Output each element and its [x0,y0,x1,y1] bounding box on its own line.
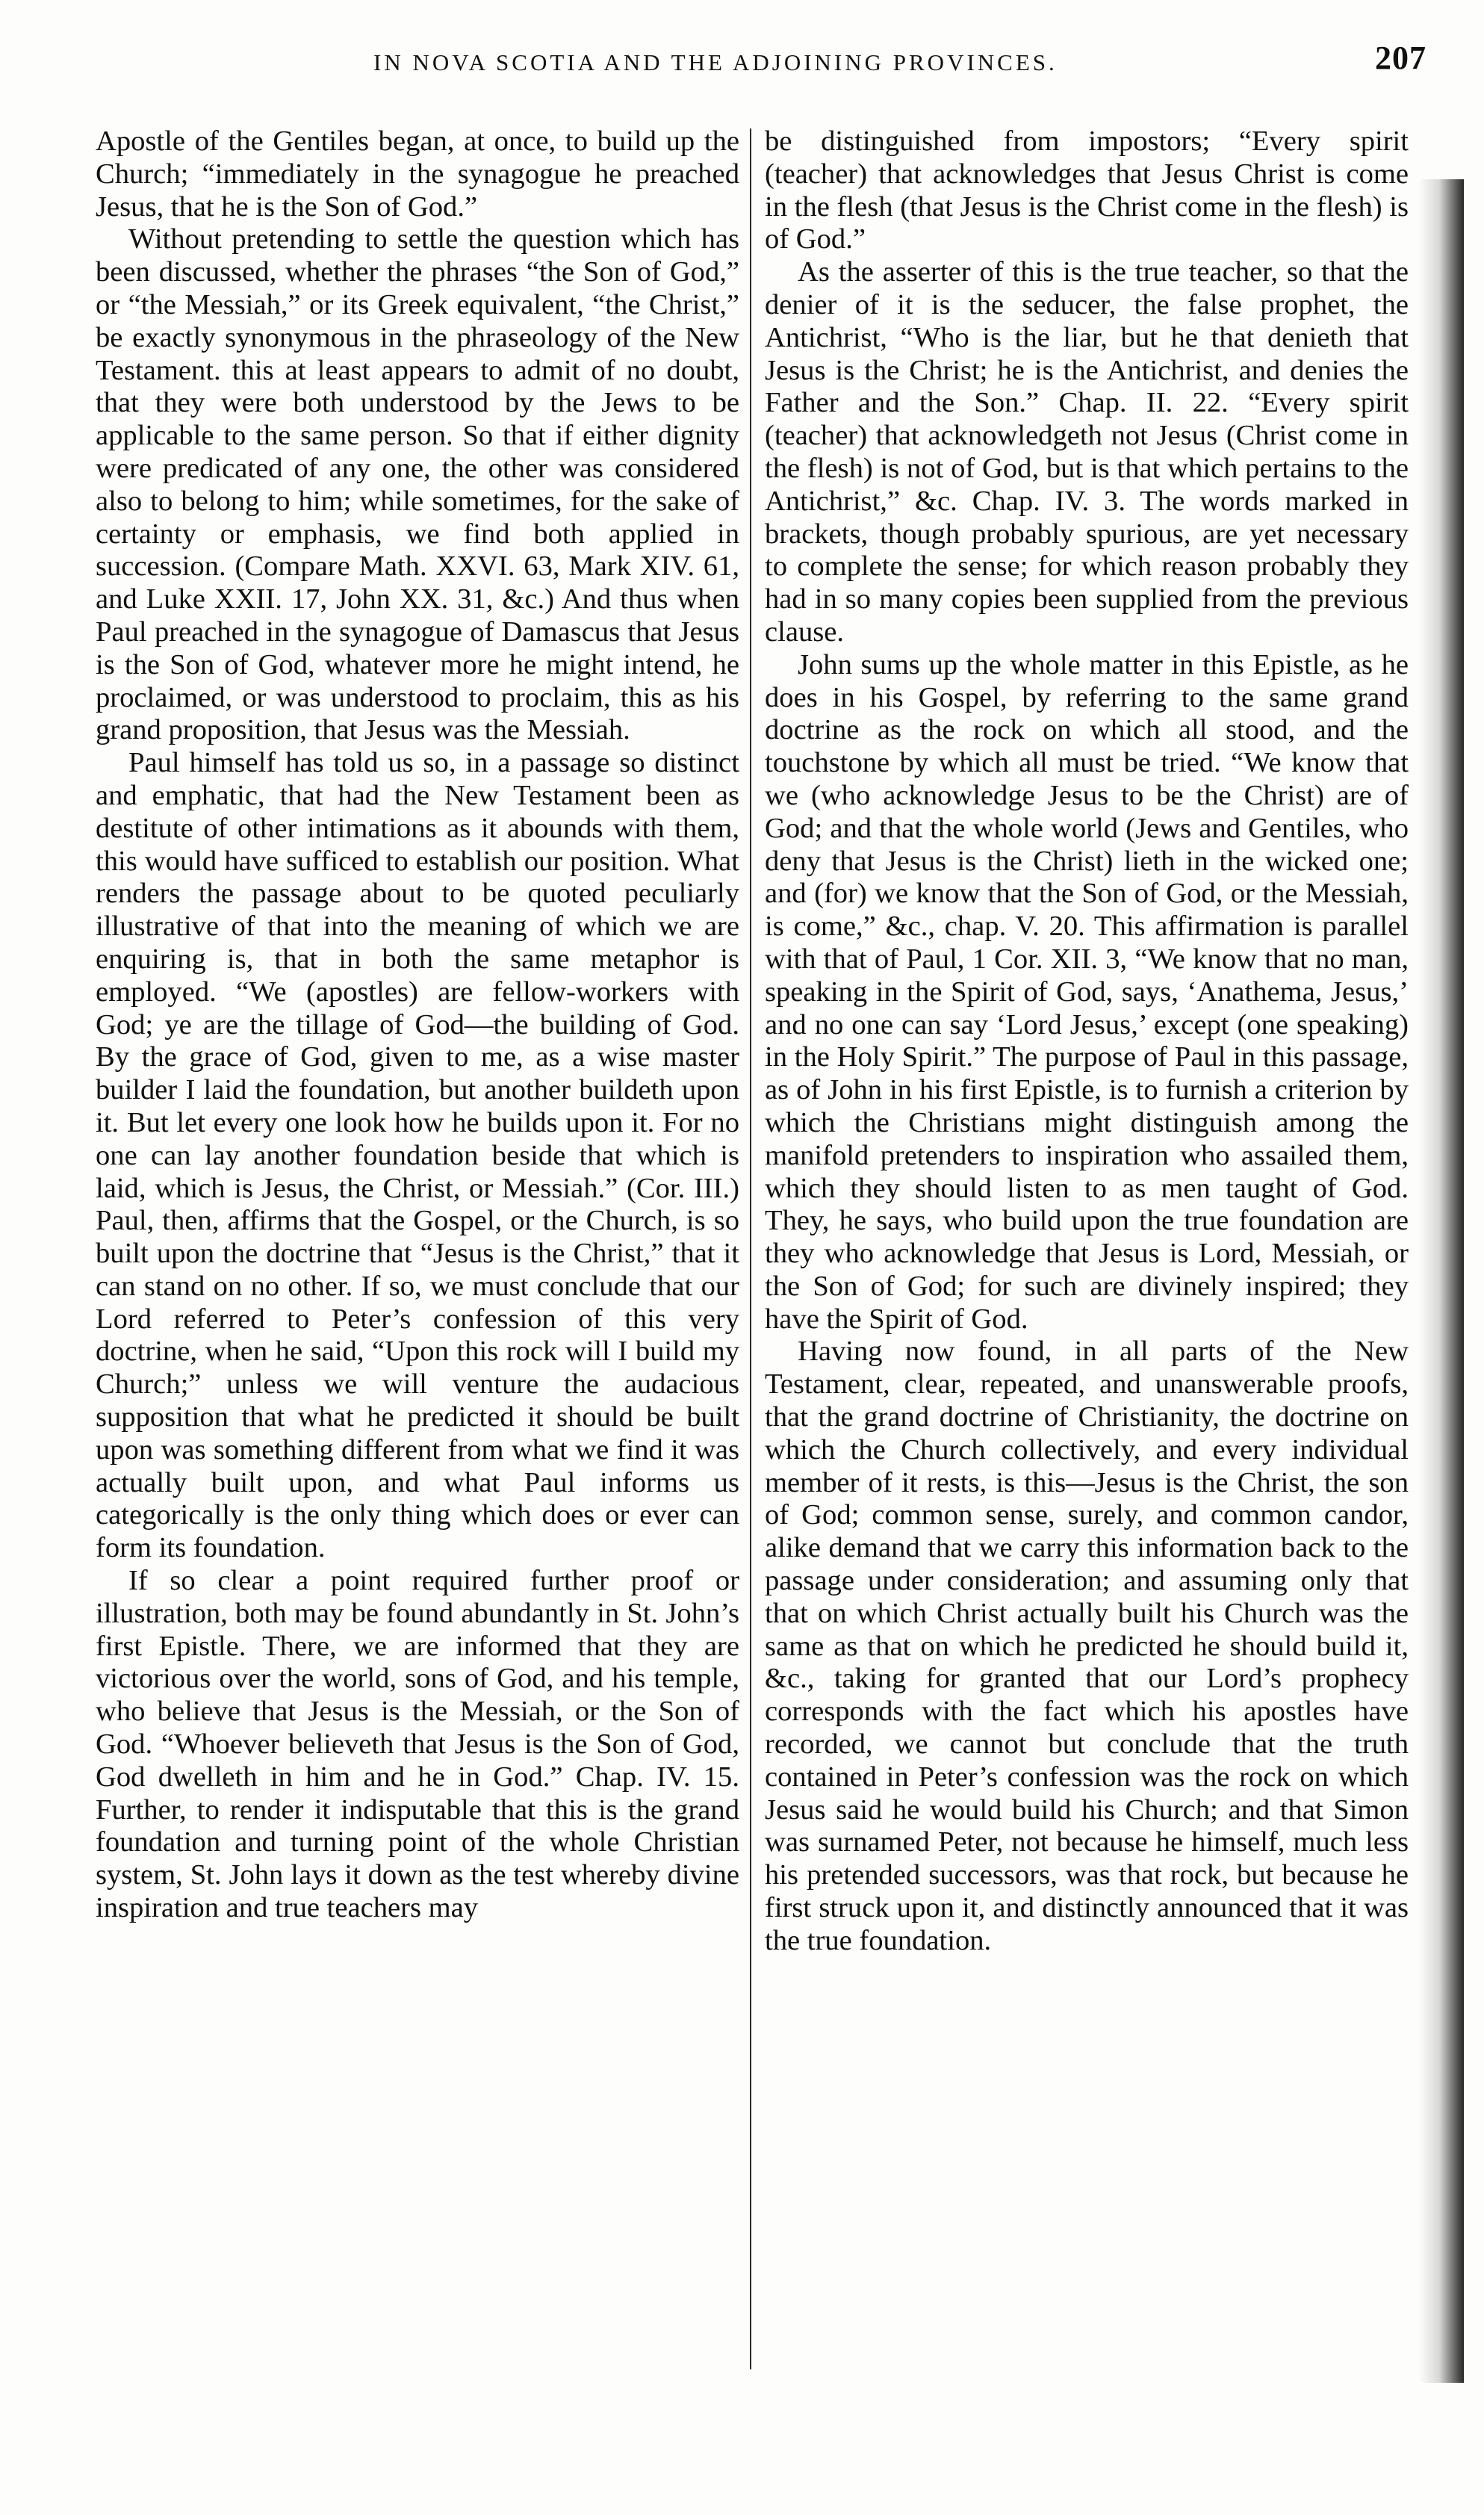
paragraph: If so clear a point required further proof or illustration, both may be found abundantly in St. John’s first Epistle. There, we are informed that they are victorious over the world, sons of God, and his temple, who believe that Jesus is the Messiah, or the Son of God. “Whoever believeth that Jesus is the Son of God, God dwelleth in him and he in God.” Chap. IV. 15. Further, to render it indisputable that this is the grand foundation and turning point of the whole Christian system, St. John lays it down as the test whereby divine inspiration and true teachers may [96,1565,739,1924]
paragraph: be distinguished from impostors; “Every spirit (teacher) that acknowledges that Jesus Christ is come in the flesh (that Jesus is the Christ come in the flesh) is of God.” [765,125,1409,255]
paragraph: Without pretending to settle the question which has been discussed, whether the phrases “the Son of God,” or “the Messiah,” or its Greek equivalent, “the Christ,” be exactly synonymous in the phraseology of the New Testament. this at least appears to admit of no doubt, that they were both understood by the Jews to be applicable to the same person. So that if either dignity were predicated of any one, the other was considered also to belong to him; while sometimes, for the sake of certainty or emphasis, we find both applied in succession. (Compare Math. XXVI. 63, Mark XIV. 61, and Luke XXII. 17, John XX. 31, &c.) And thus when Paul preached in the synagogue of Damascus that Jesus is the Son of God, whatever more he might intend, he proclaimed, or was understood to proclaim, this as his grand proposition, that Jesus was the Messiah. [96,223,739,746]
left-column [96,125,739,1925]
page-number: 207 [1375,40,1426,76]
paragraph: As the asserter of this is the true teacher, so that the denier of it is the seducer, the false prophet, the Antichrist, “Who is the liar, but he that denieth that Jesus is the Christ; he is the Antichrist, and denies the Father and the Son.” Chap. II. 22. “Every spirit (teacher) that acknowledgeth not Jesus (Christ come in the flesh) is not of God, but is that which pertains to the Antichrist,” &c. Chap. IV. 3. The words marked in brackets, though probably spurious, are yet necessary to complete the sense; for which reason probably they had in so many copies been supplied from the previous clause. [765,256,1409,648]
running-header [351,36,1441,88]
paragraph: John sums up the whole matter in this Epistle, as he does in his Gospel, by referring to the same grand doctrine as the rock on which all stood, and the touchstone by which all must be tried. “We know that we (who acknowledge Jesus to be the Christ) are of God; and that the whole world (Jews and Gentiles, who deny that Jesus is the Christ) lieth in the wicked one; and (for) we know that the Son of God, or the Messiah, is come,” &c., chap. V. 20. This affirmation is parallel with that of Paul, 1 Cor. XII. 3, “We know that no man, speaking in the Spirit of God, says, ‘Anathema, Jesus,’ and no one can say ‘Lord Jesus,’ except (one speaking) in the Holy Spirit.” The purpose of Paul in this passage, as of John in his first Epistle, is to furnish a criterion by which the Christians might distinguish among the manifold pretenders to inspiration who assailed them, which they should listen to as men taught of God. They, he says, who build upon the true foundation are they who acknowledge that Jesus is Lord, Messiah, or the Son of God; for such are divinely inspired; they have the Spirit of God. [765,648,1409,1335]
column-divider [750,128,751,2369]
paragraph: Having now found, in all parts of the New Testament, clear, repeated, and unanswerable proofs, that the grand doctrine of Christianity, the doctrine on which the Church collectively, and every individual member of it rests, is this—Jesus is the Christ, the son of God; common sense, surely, and common candor, alike demand that we carry this information back to the passage under consideration; and assuming only that that on which Christ actually built his Church was the same as that on which he predicted he should build it, &c., taking for granted that our Lord’s prophecy corresponds with the fact which his apostles have recorded, we cannot but conclude that the truth contained in Peter’s confession was the rock on which Jesus said he would build his Church; and that Simon was surnamed Peter, not because he himself, much less his pretended successors, was that rock, but because he first struck upon it, and distinctly announced that it was the true foundation. [765,1336,1409,1956]
paragraph: Paul himself has told us so, in a passage so distinct and emphatic, that had the New Testament been as destitute of other intimations as it abounds with them, this would have sufficed to establish our position. What renders the passage about to be quoted peculiarly illustrative of that into the meaning of which we are enquiring is, that in both the same metaphor is employed. “We (apostles) are fellow-workers with God; ye are the tillage of God—the building of God. By the grace of God, given to me, as a wise master builder I laid the foundation, but another buildeth upon it. But let every one look how he builds upon it. For no one can lay another foundation beside that which is laid, which is Jesus, the Christ, or Messiah.” (Cor. III.) Paul, then, affirms that the Gospel, or the Church, is so built upon the doctrine that “Jesus is the Christ,” that it can stand on no other. If so, we must conclude that our Lord referred to Peter’s confession of this very doctrine, when he said, “Upon this rock will I build my Church;” unless we will venture the audacious supposition that what he predicted it should be built upon was something different from what we find it was actually built upon, and what Paul informs us categorically is the only thing which does or ever can form its foundation. [96,747,739,1564]
running-head-title: IN NOVA SCOTIA AND THE ADJOINING PROVINCES. [373,49,1058,75]
page-edge-shadow [1419,179,1464,2383]
paragraph: Apostle of the Gentiles began, at once, to build up the Church; “immediately in the synagogue he preached Jesus, that he is the Son of God.” [96,125,739,223]
right-column [765,125,1409,1958]
